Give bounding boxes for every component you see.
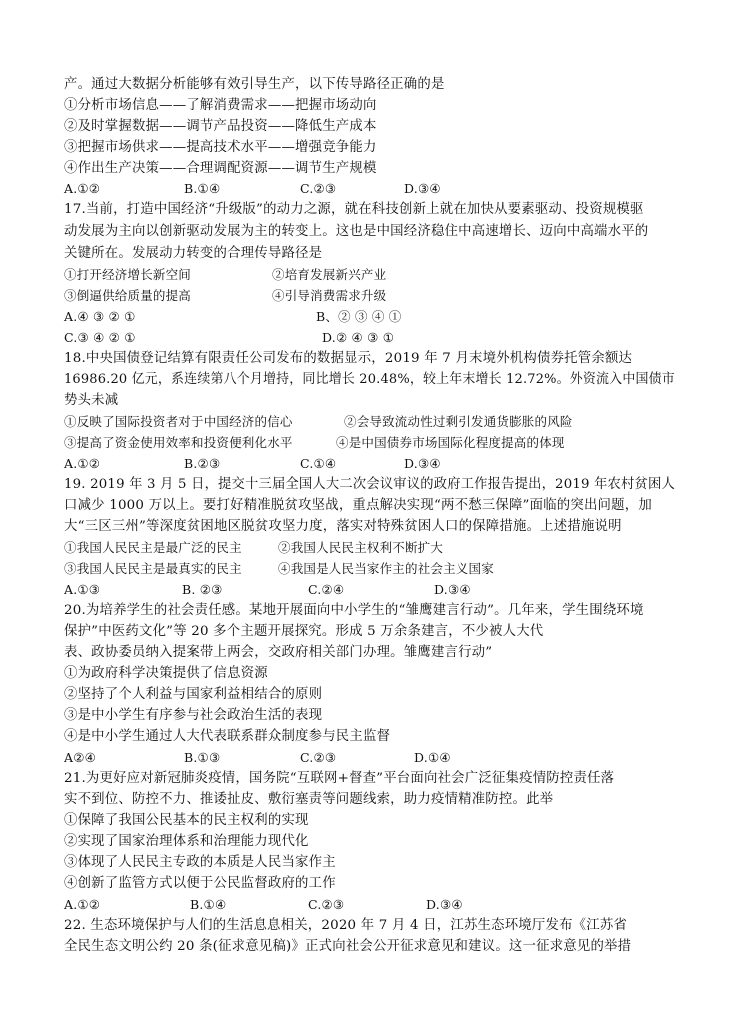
option-a: A.④ ③ ② ① bbox=[64, 309, 136, 324]
q19-item: ③我国人民民主是最真实的民主 bbox=[64, 561, 242, 576]
option-d: D.③④ bbox=[434, 582, 471, 597]
option-b: B.①④ bbox=[184, 181, 221, 196]
q18-stem: 18.中央国债登记结算有限责任公司发布的数据显示，2019 年 7 月末境外机构债券托管余额达 bbox=[64, 351, 633, 366]
q19-item: ②我国人民民主权利不断扩大 bbox=[278, 540, 444, 555]
option-b: B.①④ bbox=[190, 897, 227, 912]
option-c: C.①④ bbox=[300, 456, 337, 471]
q18-stem: 势头未减 bbox=[64, 393, 119, 408]
q20-stem: 保护”中医药文化”等 20 多个主题开展探究。形成 5 万余条建言，不少被人大代 bbox=[64, 624, 544, 639]
q21-stem: 实不到位、防控不力、推诿扯皮、敷衍塞责等问题线索，助力疫情精准防控。此举 bbox=[64, 792, 554, 807]
q22-stem: 22. 生态环境保护与人们的生活息息相关，2020 年 7 月 4 日，江苏生态环境厅发布《江苏省 bbox=[64, 918, 628, 933]
option-a: A.①② bbox=[64, 181, 101, 196]
option-a: A.①② bbox=[64, 456, 101, 471]
q18-item: ④是中国债券市场国际化程度提高的体现 bbox=[336, 435, 565, 450]
q18-item: ③提高了资金使用效率和投资便利化水平 bbox=[64, 435, 293, 450]
q17-item: ①打开经济增长新空间 bbox=[64, 267, 192, 282]
option-b: B.②③ bbox=[184, 456, 221, 471]
option-c: C.③ ④ ② ① bbox=[64, 330, 136, 345]
option-c: C.②③ bbox=[300, 750, 337, 765]
option-d: D.①④ bbox=[414, 750, 451, 765]
q20-stem: 表、政协委员纳入提案带上两会，交政府相关部门办理。雏鹰建言行动” bbox=[64, 645, 493, 660]
q16-item: ②及时掌握数据——调节产品投资——降低生产成本 bbox=[64, 119, 377, 134]
q21-stem: 21.为更好应对新冠肺炎疫情，国务院“互联网+督查”平台面向社会广泛征集疫情防控责任落 bbox=[64, 771, 615, 786]
q19-item: ①我国人民民主是最广泛的民主 bbox=[64, 540, 242, 555]
option-a: A②④ bbox=[64, 750, 97, 765]
q17-stem: 动发展为主向以创新驱动发展为主的转变上。这也是中国经济稳住中高速增长、迈向中高端水平的 bbox=[64, 224, 649, 239]
q20-item: ①为政府科学决策提供了信息资源 bbox=[64, 666, 268, 681]
option-c: C.②③ bbox=[300, 181, 337, 196]
q19-stem: 口减少 1000 万以上。要打好精准脱贫攻坚战，重点解决实现“两不愁三保障”面临的突出问题，加 bbox=[64, 498, 652, 513]
q21-item: ①保障了我国公民基本的民主权利的实现 bbox=[64, 813, 309, 828]
q17-stem: 17.当前，打造中国经济“升级版”的动力之源，就在科技创新上就在加快从要素驱动、投资规模驱 bbox=[64, 202, 644, 217]
option-a: A.①② bbox=[64, 897, 101, 912]
q19-item: ④我国是人民当家作主的社会主义国家 bbox=[278, 561, 494, 576]
q17-item: ②培育发展新兴产业 bbox=[272, 267, 387, 282]
option-d: D.③④ bbox=[404, 181, 441, 196]
option-d: D.② ④ ③ ① bbox=[322, 330, 395, 345]
q16-stem: 产。通过大数据分析能够有效引导生产，以下传导路径正确的是 bbox=[64, 77, 445, 92]
q20-item: ④是中小学生通过人大代表联系群众制度参与民主监督 bbox=[64, 729, 391, 744]
q16-item: ①分析市场信息——了解消费需求——把握市场动向 bbox=[64, 98, 377, 113]
q19-stem: 大“三区三州”等深度贫困地区脱贫攻坚力度，落实对特殊贫困人口的保障措施。上述措施说明 bbox=[64, 519, 622, 534]
q20-item: ②坚持了个人利益与国家利益相结合的原则 bbox=[64, 687, 323, 702]
q18-stem: 16986.20 亿元，系连续第八个月增持，同比增长 20.48%，较上年末增长 12.72%。外资流入中国债市 bbox=[64, 372, 675, 387]
q21-item: ④创新了监管方式以便于公民监督政府的工作 bbox=[64, 876, 336, 891]
option-b: B. ②③ bbox=[182, 582, 223, 597]
q16-item: ④作出生产决策——合理调配资源——调节生产规模 bbox=[64, 161, 377, 176]
option-c: C.②④ bbox=[308, 582, 345, 597]
q16-item: ③把握市场供求——提高技术水平——增强竞争能力 bbox=[64, 140, 377, 155]
option-a: A.①③ bbox=[64, 582, 101, 597]
option-d: D.③④ bbox=[404, 456, 441, 471]
q21-item: ③体现了人民民主专政的本质是人民当家作主 bbox=[64, 855, 336, 870]
q22-stem: 全民生态文明公约 20 条(征求意见稿)》正式向社会公开征求意见和建议。这一征求意见的举措 bbox=[64, 939, 632, 954]
q17-stem: 关键所在。发展动力转变的合理传导路径是 bbox=[64, 246, 323, 261]
q19-stem: 19. 2019 年 3 月 5 日，提交十三届全国人大二次会议审议的政府工作报告提出，2019 年农村贫困人 bbox=[64, 477, 675, 492]
q17-item: ④引导消费需求升级 bbox=[272, 288, 387, 303]
option-b: B.①③ bbox=[184, 750, 221, 765]
option-c: C.②③ bbox=[308, 897, 345, 912]
q17-item: ③倒逼供给质量的提高 bbox=[64, 288, 192, 303]
option-b: B、② ③ ④ ① bbox=[316, 309, 402, 324]
q21-item: ②实现了国家治理体系和治理能力现代化 bbox=[64, 834, 309, 849]
q20-stem: 20.为培养学生的社会责任感。某地开展面向中小学生的“雏鹰建言行动”。几年来，学生围绕环境 bbox=[64, 603, 644, 618]
q20-item: ③是中小学生有序参与社会政治生活的表现 bbox=[64, 708, 323, 723]
q18-item: ①反映了国际投资者对于中国经济的信心 bbox=[64, 414, 293, 429]
option-d: D.③④ bbox=[426, 897, 463, 912]
q18-item: ②会导致流动性过剩引发通货膨胀的风险 bbox=[344, 414, 573, 429]
